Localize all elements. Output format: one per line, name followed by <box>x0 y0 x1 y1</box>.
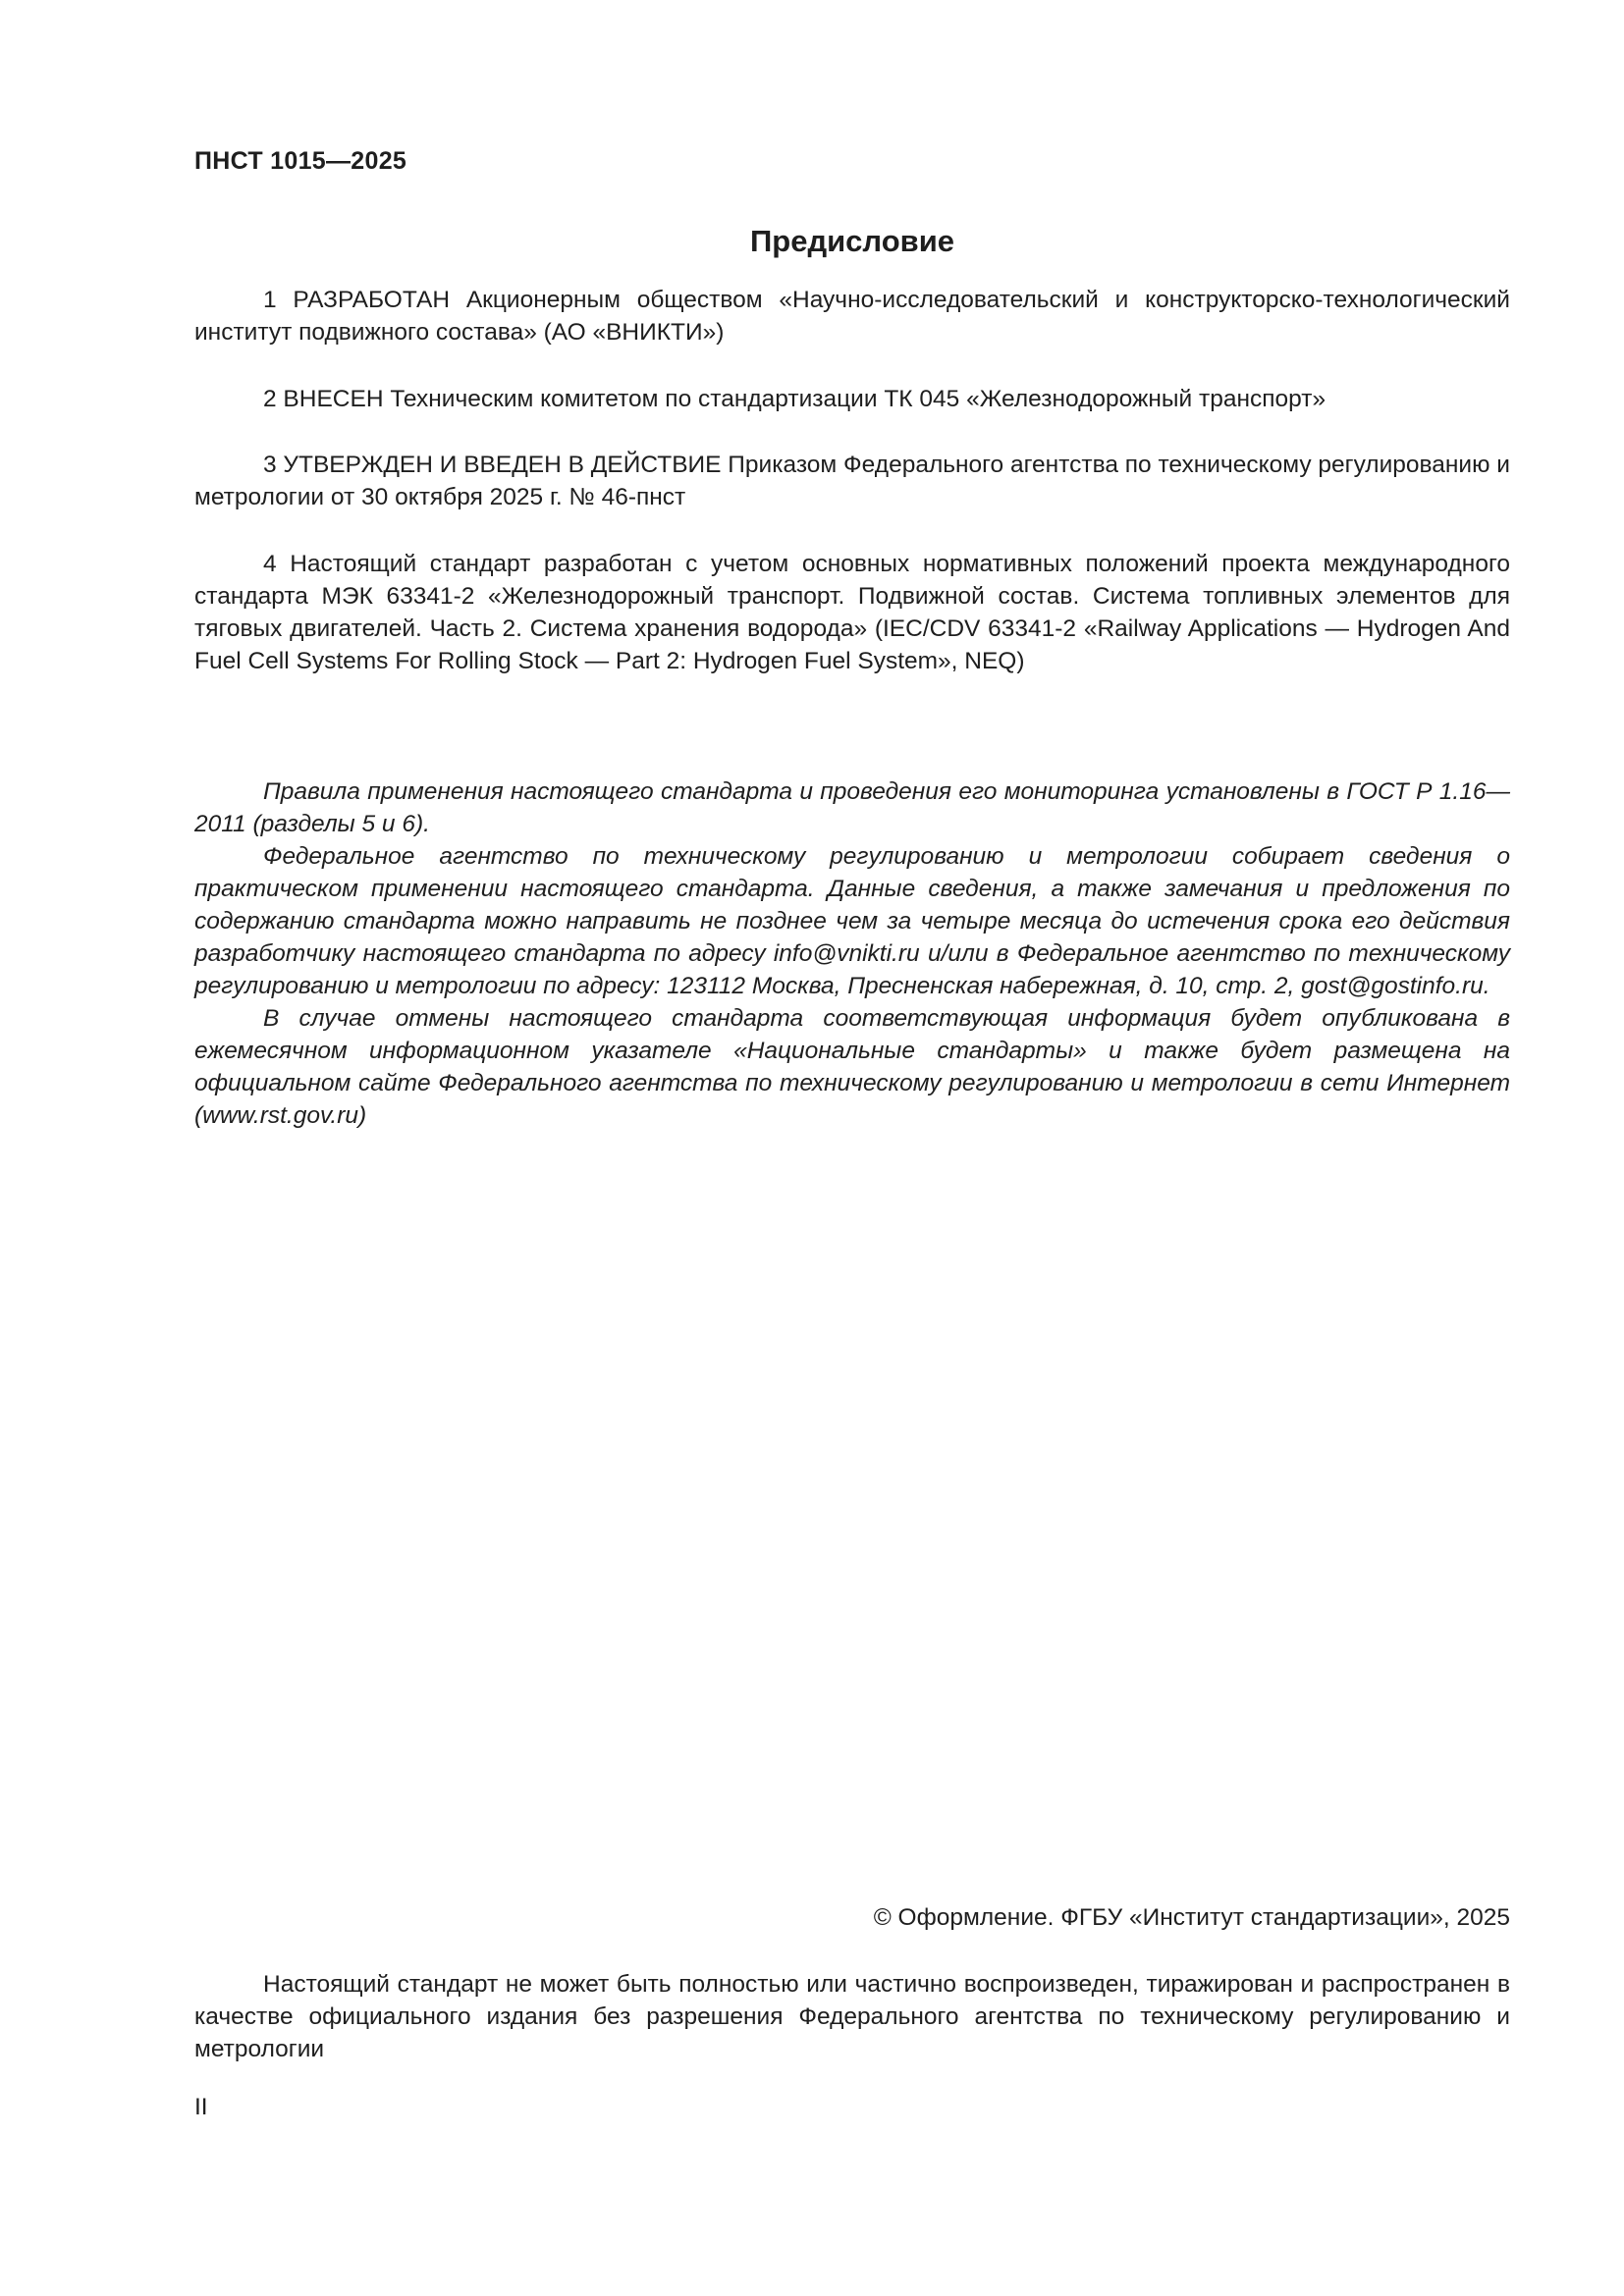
foreword-item-text: 1 РАЗРАБОТАН Акционерным обществом «Научно-исследовательский и конструкторско-технологический институт подвижного состава» (АО «ВНИКТИ») <box>194 287 1510 346</box>
rules-paragraph: Федеральное агентство по техническому регулированию и метрологии собирает сведения о практическом применении настоящего стандарта. Данные сведения, а также замечания и предложения по содержанию стандарта можно направить не позднее чем за четыре месяца до истечения срока его действия разработчику настоящего стандарта по адресу info@vnikti.ru и/или в Федеральное агентство по техническому регулированию и метрологии по адресу: 123112 Москва, Пресненская набережная, д. 10, стр. 2, gost@gostinfo.ru. <box>194 843 1510 999</box>
foreword-item-4 <box>194 548 1510 677</box>
foreword-item-text: 4 Настоящий стандарт разработан с учетом основных нормативных положений проекта международного стандарта МЭК 63341-2 «Железнодорожный транспорт. Подвижной состав. Система топливных элементов для тяговых двигателей. Часть 2. Система хранения водорода» (IEC/CDV 63341-2 «Railway Applications — Hydrogen And Fuel Cell Systems For Rolling Stock — Part 2: Hydrogen Fuel System», NEQ) <box>194 551 1510 674</box>
foreword-item-text: 2 ВНЕСЕН Техническим комитетом по стандартизации ТК 045 «Железнодорожный транспорт» <box>263 386 1326 412</box>
foreword-title: Предисловие <box>749 224 954 258</box>
document-code: ПНСТ 1015—2025 <box>194 147 407 175</box>
copyright-line: © Оформление. ФГБУ «Институт стандартизации», 2025 <box>873 1904 1510 1931</box>
application-rules <box>194 775 1510 1132</box>
notice-text: Настоящий стандарт не может быть полностью или частично воспроизведен, тиражирован и распространен в качестве официального издания без разрешения Федерального агентства по техническому регулированию и метрологии <box>194 1971 1510 2062</box>
foreword-item-2 <box>194 383 1510 415</box>
foreword-item-3 <box>194 449 1510 513</box>
rules-paragraph: В случае отмены настоящего стандарта соответствующая информация будет опубликована в ежемесячном информационном указателе «Национальные стандарты» и также будет размещена на официальном сайте Федерального агентства по техническому регулированию и метрологии в сети Интернет (www.rst.gov.ru) <box>194 1005 1510 1129</box>
rules-paragraph: Правила применения настоящего стандарта и проведения его мониторинга установлены в ГОСТ Р 1.16—2011 (разделы 5 и 6). <box>194 778 1510 837</box>
reproduction-notice <box>194 1968 1510 2065</box>
page-number: II <box>194 2094 208 2120</box>
foreword-item-1 <box>194 284 1510 348</box>
foreword-item-text: 3 УТВЕРЖДЕН И ВВЕДЕН В ДЕЙСТВИЕ Приказом Федерального агентства по техническому регулированию и метрологии от 30 октября 2025 г. № 46-пнст <box>194 452 1510 510</box>
